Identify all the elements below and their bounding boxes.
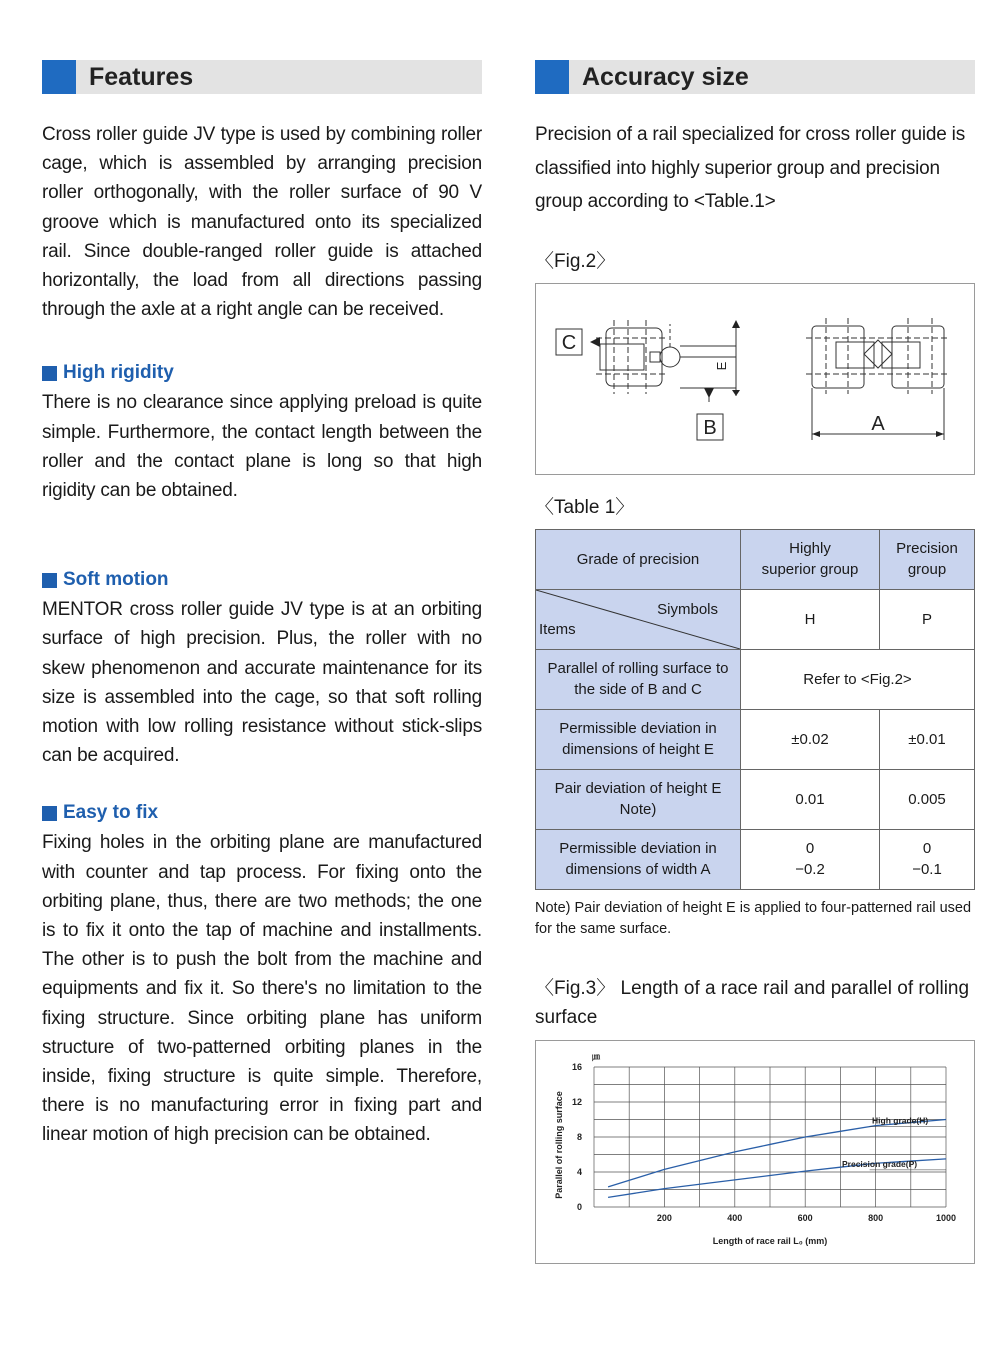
square-bullet-icon — [42, 806, 57, 821]
value-p: 0.005 — [880, 769, 975, 829]
symbols-items-cell — [536, 589, 741, 649]
series-line — [608, 1119, 946, 1186]
x-tick-label: 400 — [727, 1212, 743, 1223]
table-symbols-row — [536, 589, 975, 649]
y-tick-label: 8 — [576, 1131, 582, 1142]
fig3-chart-svg — [536, 1041, 974, 1263]
fig2-label-a: A — [871, 412, 885, 435]
series-label: High grade(H) — [872, 1115, 929, 1125]
high-rigidity-heading — [42, 360, 482, 386]
row-item-line1: Permissible deviation in — [559, 720, 717, 737]
table-note: Note) Pair deviation of height E is applied to four-patterned rail used for the same surface. — [535, 899, 972, 937]
soft-motion-section — [42, 567, 482, 770]
value-h: ±0.02 — [741, 709, 880, 769]
y-axis-label: Parallel of rolling surface — [554, 1090, 564, 1199]
features-header — [42, 60, 482, 94]
y-unit-label: ㎛ — [592, 1051, 600, 1061]
row-item-line2: dimensions of height E — [562, 741, 714, 758]
accuracy-header — [535, 60, 975, 94]
symbol-h: H — [741, 589, 880, 649]
soft-motion-heading — [42, 567, 482, 593]
soft-motion-text: MENTOR cross roller guide JV type is at an orbiting surface of high precision. Plus, the roller with no skew phenomenon and accurate maintenance for its size is assembled into the cage, so that soft rolling motion with low rolling resistance without stick-slips can be acquired. — [42, 599, 482, 767]
row-item-line1: Permissible deviation in — [559, 840, 717, 857]
accuracy-column — [535, 60, 975, 1264]
features-title: Features — [89, 63, 194, 91]
easy-to-fix-heading — [42, 800, 482, 826]
row-item-line2: dimensions of width A — [565, 861, 711, 878]
header-h-line2: superior group — [761, 561, 859, 578]
fig3-chart — [535, 1040, 975, 1264]
features-column — [42, 60, 482, 1150]
fig2-label-b: B — [703, 416, 717, 439]
x-tick-label: 1000 — [935, 1212, 957, 1223]
y-tick-label: 0 — [576, 1201, 582, 1212]
row-item — [536, 769, 741, 829]
value-h — [741, 829, 880, 889]
table-row — [536, 769, 975, 829]
easy-to-fix-text: Fixing holes in the orbiting plane are manufactured with counter and tap process. For fixing onto the orbiting plane, thus, there are two methods; the one is to fix it onto the tap of machine and installments. The other is to push the bolt from the machine and equipments and fix it. So there's no limitation to the fixing structure. Since orbiting plane has uniform structure of two-patterned orbiting planes in the inside, fixing structure is quite simple. Therefore, there is no manufacturing error in fixing part and linear motion of high precision can be obtained. — [42, 832, 482, 1146]
table-row — [536, 649, 975, 709]
x-axis-label: Length of race rail L₀ (mm) — [712, 1235, 828, 1246]
accuracy-intro: Precision of a rail specialized for cross roller guide is classified into highly superior group and precision group according to <Table.1> — [535, 124, 966, 212]
high-rigidity-title: High rigidity — [63, 362, 174, 384]
series-label: Precision grade(P) — [842, 1158, 918, 1169]
symbol-p: P — [880, 589, 975, 649]
header-square-icon — [535, 60, 569, 94]
y-tick-label: 16 — [571, 1061, 582, 1072]
row-item-line2: Note) — [619, 801, 657, 818]
value-p — [880, 829, 975, 889]
row-item-line2: the side of B and C — [574, 681, 702, 698]
y-tick-label: 4 — [576, 1166, 582, 1177]
soft-motion-title: Soft motion — [63, 569, 169, 591]
value-h: 0.01 — [741, 769, 880, 829]
accuracy-table — [535, 529, 975, 890]
table-row — [536, 709, 975, 769]
features-intro: Cross roller guide JV type is used by combining roller cage, which is assembled by arranging precision roller orthogonally, with the roller surface of 90 V groove which is manufactured onto its specialized rail. Since double-ranged roller guide is attached horizontally, the load from all directions passing through the axle at a right angle can be received. — [42, 124, 482, 321]
table-row — [536, 829, 975, 889]
square-bullet-icon — [42, 366, 57, 381]
fig2-diagram — [535, 283, 975, 475]
row-item — [536, 829, 741, 889]
value-p-line2: −0.1 — [912, 861, 942, 878]
x-tick-label: 200 — [656, 1212, 672, 1223]
header-p-line1: Precision — [896, 540, 958, 557]
grade-of-precision-header: Grade of precision — [536, 529, 741, 589]
high-rigidity-section — [42, 360, 482, 505]
high-rigidity-text: There is no clearance since applying preload is quite simple. Furthermore, the contact length between the roller and the contact plane is long so that high rigidity can be obtained. — [42, 392, 482, 502]
header-h-line1: Highly — [789, 540, 831, 557]
symbols-label: Siymbols — [657, 600, 718, 618]
value-p-line1: 0 — [922, 840, 932, 857]
precision-group-header — [880, 529, 975, 589]
row-item — [536, 709, 741, 769]
fig2-label-c: C — [561, 331, 577, 354]
easy-to-fix-section — [42, 800, 482, 1149]
square-bullet-icon — [42, 573, 57, 588]
value-p: ±0.01 — [880, 709, 975, 769]
table-caption: 〈Table 1〉 — [535, 496, 635, 518]
refer-fig2-cell: Refer to <Fig.2> — [741, 649, 975, 709]
value-h-line2: −0.2 — [795, 861, 825, 878]
accuracy-title: Accuracy size — [582, 63, 749, 91]
fig3-caption: 〈Fig.3〉 Length of a race rail and parallel of rolling surface — [535, 977, 970, 1028]
x-tick-label: 800 — [868, 1212, 884, 1223]
header-p-line2: group — [907, 561, 947, 578]
fig2-label-e: E — [714, 361, 729, 370]
value-h-line1: 0 — [805, 840, 815, 857]
table-header-row — [536, 529, 975, 589]
row-item-line1: Pair deviation of height E — [554, 780, 722, 797]
y-tick-label: 12 — [571, 1096, 582, 1107]
x-tick-label: 600 — [797, 1212, 813, 1223]
items-label: Items — [539, 620, 576, 638]
fig2-drawing — [536, 284, 974, 474]
row-item-line1: Parallel of rolling surface to — [547, 660, 729, 677]
highly-superior-header — [741, 529, 880, 589]
fig2-caption: 〈Fig.2〉 — [535, 250, 616, 272]
easy-to-fix-title: Easy to fix — [63, 802, 159, 824]
header-square-icon — [42, 60, 76, 94]
row-item — [536, 649, 741, 709]
